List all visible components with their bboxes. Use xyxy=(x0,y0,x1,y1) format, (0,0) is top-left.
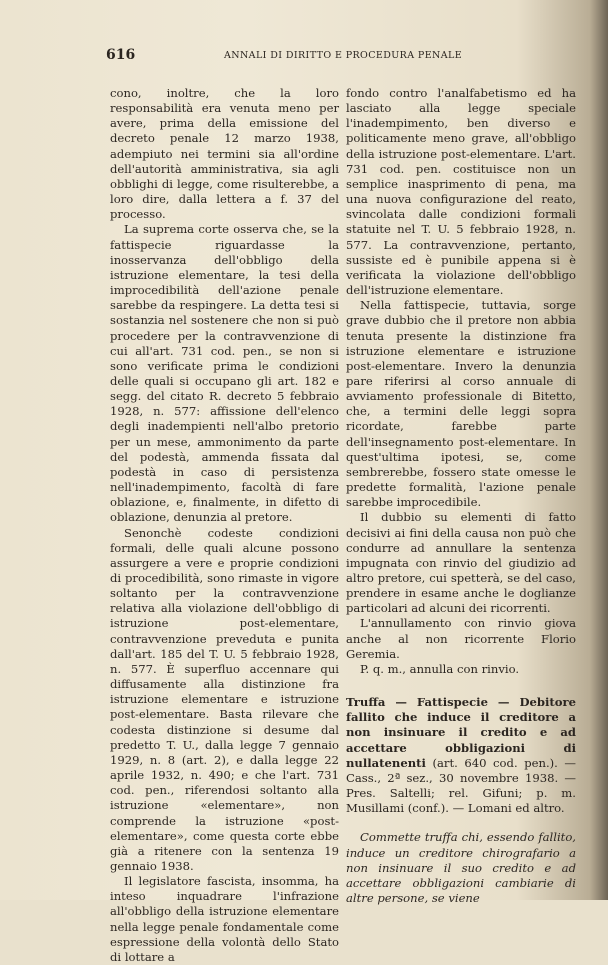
paragraph: fondo contro l'analfabetismo ed ha lasciato alla legge speciale l'inadempimento, ben diverso e politicamente meno grave, all'obbligo della istruzione post-elementare. L'art. 731 cod. pen. costituisce non un semplice inasprimento di pena, ma una nuova configurazione del reato, svincolata dalle condizioni formali statuite nel T. U. 5 febbraio 1928, n. 577. La contravvenzione, pertanto, sussiste ed è punibile appena si è verificata la violazione dell'obbligo dell'istruzione elementare. xyxy=(346,86,576,298)
page-number: 616 xyxy=(106,47,136,63)
paragraph: Il legislatore fascista, insomma, ha inteso inquadrare l'infrazione all'obbligo della istruzione elementare nella legge penale fondamentale come espressione della volontà dello Stato di lottare a xyxy=(110,874,339,964)
right-column xyxy=(346,86,576,906)
case-maxim: Commette truffa chi, essendo fallito, induce un creditore chirografario a non insinuare il suo credito e ad accettare obbligazioni cambiarie di altre persone, se viene xyxy=(346,830,576,905)
paragraph: La suprema corte osserva che, se la fattispecie riguardasse la inosservanza dell'obbligo della istruzione elementare, la tesi della improcedibilità dell'azione penale sarebbe da respingere. La detta tesi si sostanzia nel sostenere che non si può procedere per la contravvenzione di cui all'art. 731 cod. pen., se non si sono verificate prima le condizioni delle quali si occupano gli art. 182 e segg. del citato R. decreto 5 febbraio 1928, n. 577: affissione dell'elenco degli inadempienti nell'albo pretorio per un mese, ammonimento da parte del podestà, ammenda fissata dal podestà in caso di persistenza nell'inadempimento, facoltà di fare oblazione, e, finalmente, in difetto di oblazione, denunzia al pretore. xyxy=(110,222,339,525)
paragraph: Il dubbio su elementi di fatto decisivi ai fini della causa non può che condurre ad annullare la sentenza impugnata con rinvio del giudizio ad altro pretore, cui spetterà, se del caso, prendere in esame anche le doglianze particolari ad alcuni dei ricorrenti. xyxy=(346,510,576,616)
paragraph: Senonchè codeste condizioni formali, delle quali alcune possono assurgere a vere e proprie condizioni di procedibilità, sono rimaste in vigore soltanto per la contravvenzione relativa alla violazione dell'obbligo di istruzione post-elementare, contravvenzione preveduta e punita dall'art. 185 del T. U. 5 febbraio 1928, n. 577. È superfluo accennare qui diffusamente alla distinzione fra istruzione elementare e istruzione post-elementare. Basta rilevare che codesta distinzione si desume dal predetto T. U., dalla legge 7 gennaio 1929, n. 8 (art. 2), e dalla legge 22 aprile 1932, n. 490; e che l'art. 731 cod. pen., riferendosi soltanto alla istruzione «elementare», non comprende la istruzione «post-elementare», come questa corte ebbe già a ritenere con la sentenza 19 gennaio 1938. xyxy=(110,525,339,873)
running-title: ANNALI DI DIRITTO E PROCEDURA PENALE xyxy=(224,50,463,61)
left-column xyxy=(110,86,339,965)
case-heading-citation: (art. 640 cod. pen.). — Cass., 2ª sez., 30 novembre 1938. — Pres. Saltelli; rel. Gifuni; p. m. Musillami (conf.). — Lomani ed altro. xyxy=(346,755,576,816)
paragraph: Nella fattispecie, tuttavia, sorge grave dubbio che il pretore non abbia tenuta presente la distinzione fra istruzione elementare e istruzione post-elementare. Invero la denunzia pare riferirsi al corso annuale di avviamento professionale di Bitetto, che, a termini delle leggi sopra ricordate, farebbe parte dell'insegnamento post-elementare. In quest'ultima ipotesi, se, come sembrerebbe, fossero state omesse le predette formalità, l'azione penale sarebbe improcedibile. xyxy=(346,298,576,510)
paragraph: cono, inoltre, che la loro responsabilità era venuta meno per avere, prima della emissione del decreto penale 12 marzo 1938, adempiuto nei termini sia all'ordine dell'autorità amministrativa, sia agli obblighi di legge, come risulterebbe, a loro dire, dalla lettera a f. 37 del processo. xyxy=(110,86,339,222)
case-heading-title: Truffa — Fattispecie — Debitore fallito che induce il creditore a non insinuare il credito e ad accettare obbligazioni di nullatenenti xyxy=(346,695,576,770)
case-heading xyxy=(346,695,576,816)
paragraph: L'annullamento con rinvio giova anche al non ricorrente Florio Geremia. xyxy=(346,616,576,661)
paragraph: P. q. m., annulla con rinvio. xyxy=(360,661,520,676)
